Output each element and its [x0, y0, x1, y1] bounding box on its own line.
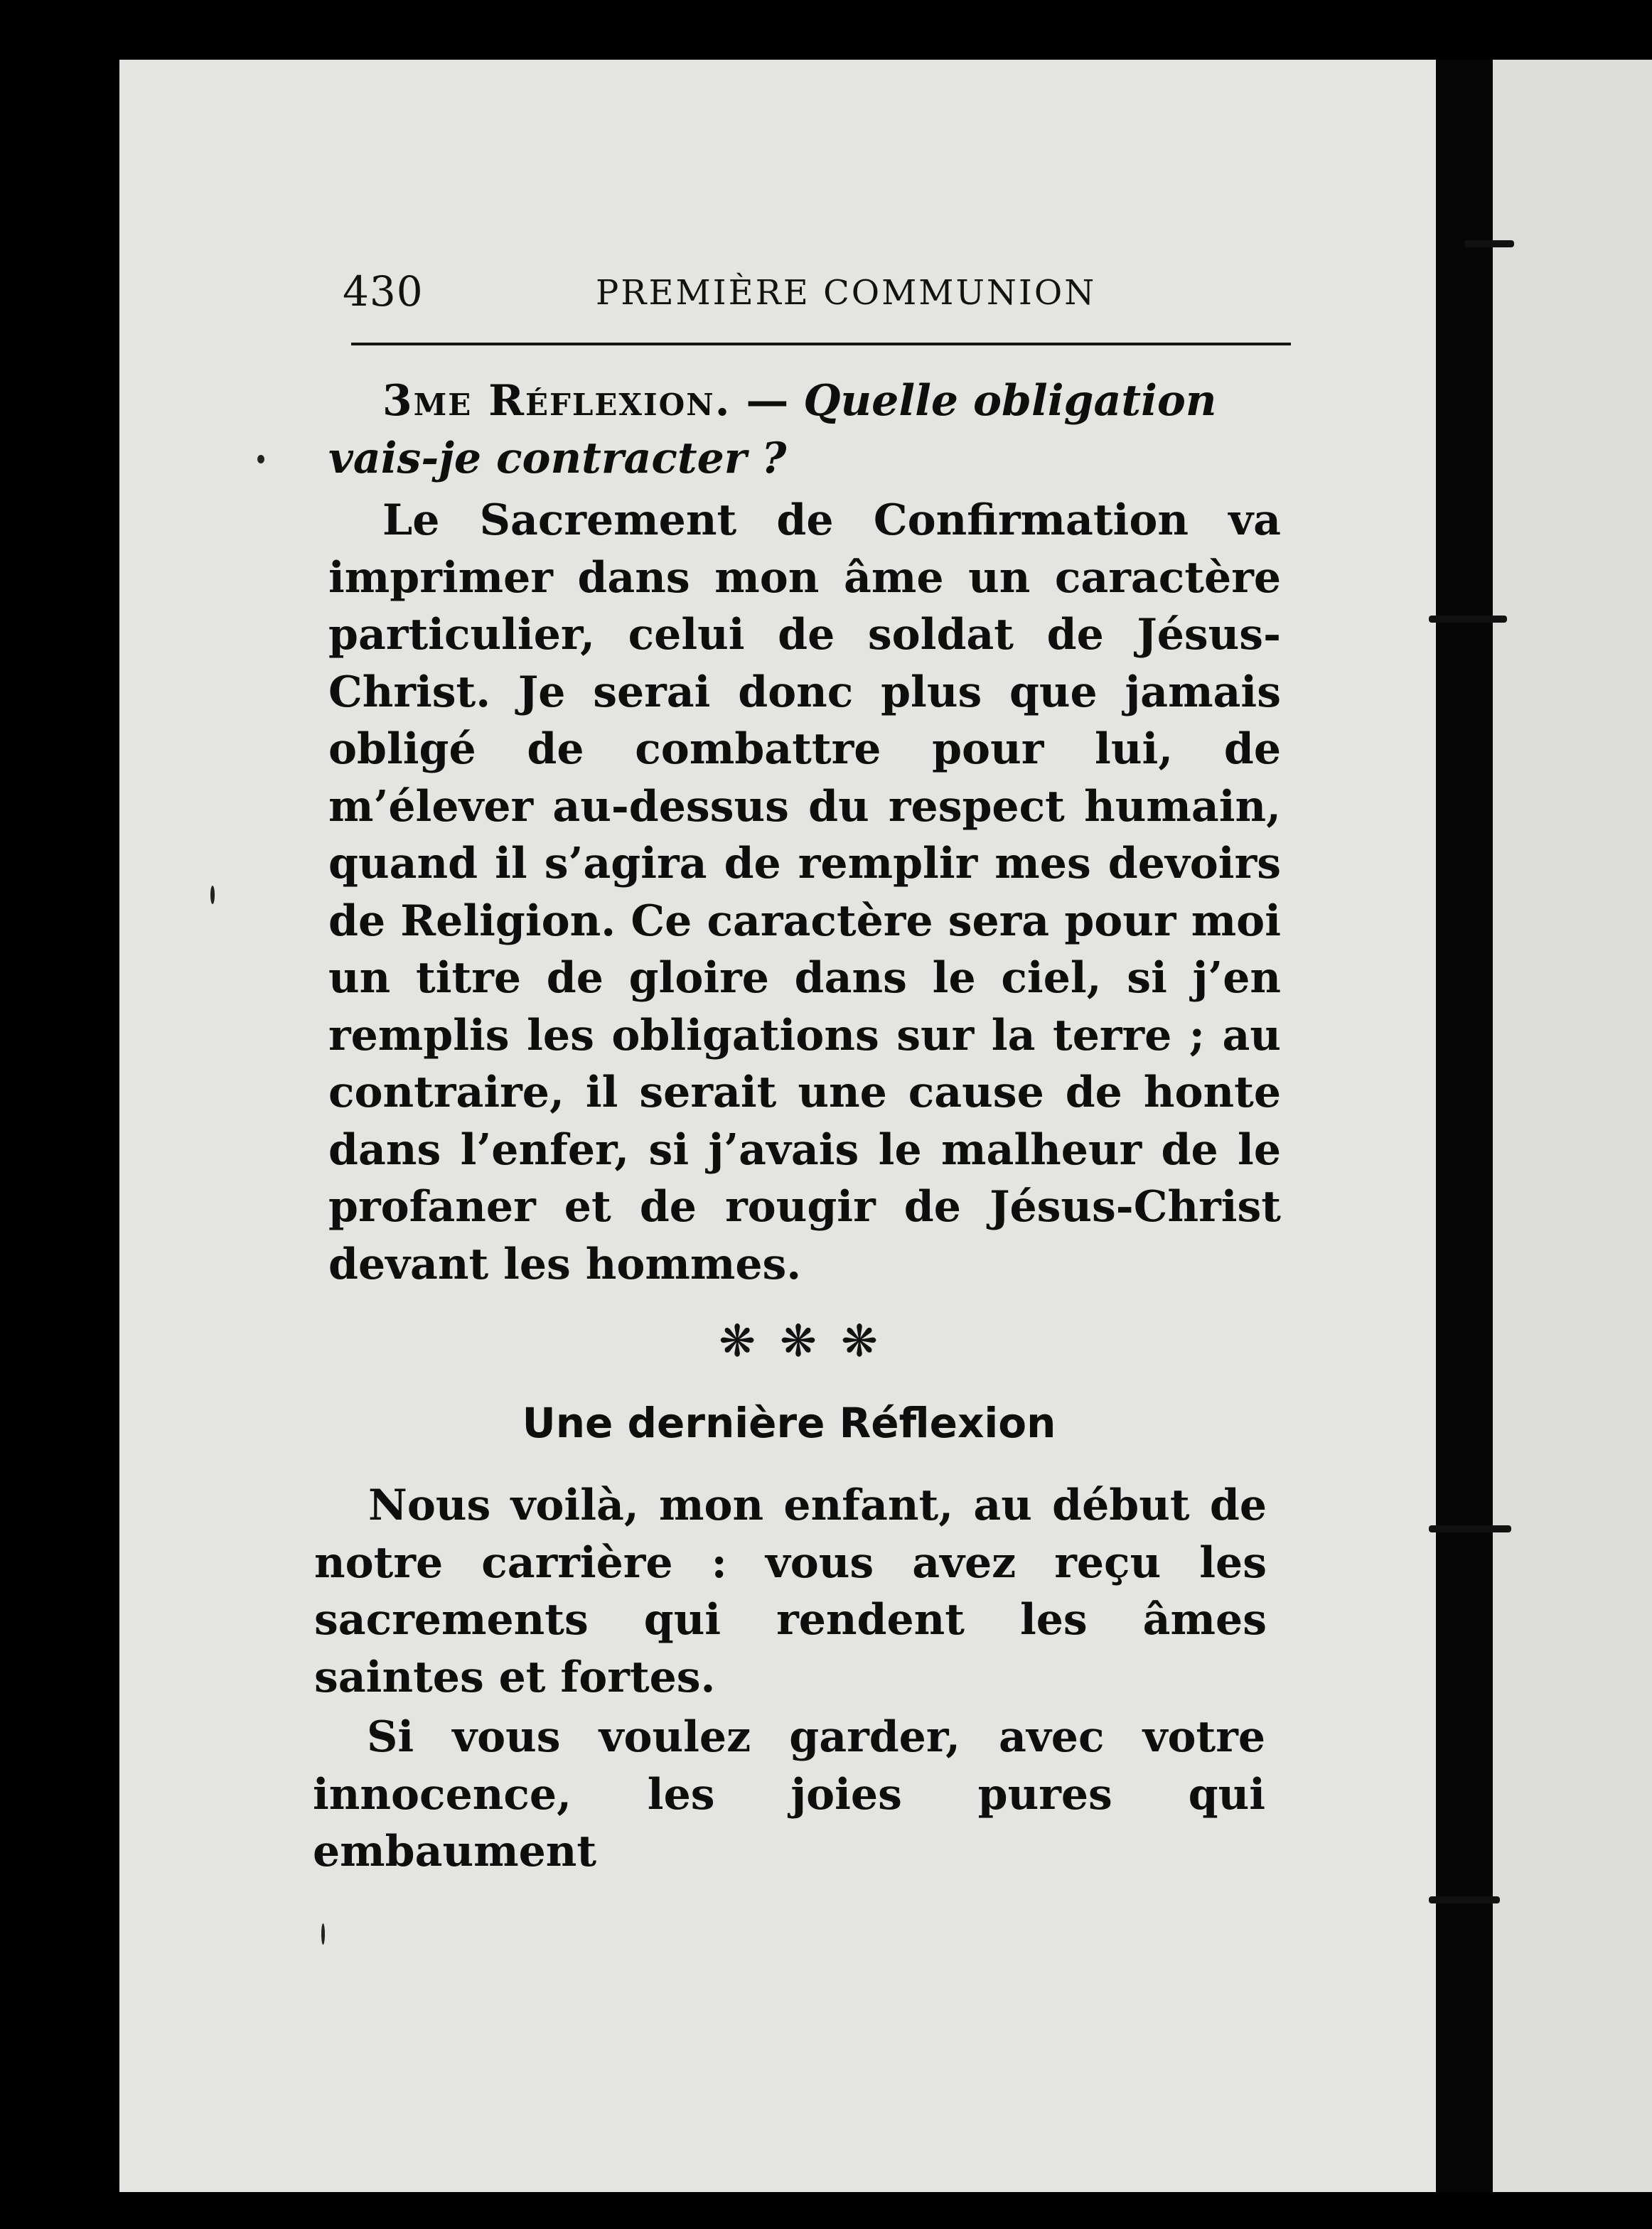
section-heading: Une dernière Réflexion	[522, 1399, 1056, 1447]
page-speck	[321, 1923, 325, 1945]
book-spine	[1436, 60, 1493, 2192]
page-number: 430	[343, 267, 424, 316]
paragraph-debut: Nous voilà, mon enfant, au début de notre carrière : vous avez reçu les sacrements qui rendent les âmes saintes et fortes.	[314, 1481, 1267, 1702]
header-rule	[351, 343, 1291, 345]
running-head: PREMIÈRE COMMUNION	[596, 273, 1097, 313]
binding-thread	[1429, 1525, 1511, 1532]
binding-thread	[1464, 240, 1514, 247]
paragraph-confirmation: Le Sacrement de Confirmation va imprimer dans mon âme un caractère particulier, celui de soldat de Jésus-Christ. Je serai donc plus que jamais obligé de combattre pour lui, de m’élever au-dessus du respect humain, quand il s’agira de remplir mes devoirs de Religion. Ce caractère sera pour moi un titre de gloire dans le ciel, si j’en remplis les obligations sur la terre ; au contraire, il serait une cause de honte dans l’enfer, si j’avais le malheur de le profaner et de rougir de Jésus-Christ devant les hommes.	[328, 495, 1281, 1289]
reflexion-dash: —	[731, 376, 804, 426]
binding-thread	[1429, 1896, 1500, 1903]
page-speck	[210, 886, 215, 904]
reflexion-heading	[328, 372, 1281, 487]
section-ornament: ❋❋❋	[719, 1315, 902, 1367]
reflexion-title-line1: Quelle obligation	[803, 376, 1217, 426]
reflexion-title-line2: vais-je contracter ?	[328, 433, 787, 483]
binding-thread	[1429, 616, 1507, 623]
adjacent-page-edge	[1493, 60, 1652, 2192]
page-header	[343, 263, 1295, 320]
reflexion-label: 3me Réflexion.	[382, 376, 731, 426]
paragraph-innocence: Si vous voulez garder, avec votre innocence, les joies pures qui embaument	[313, 1712, 1265, 1876]
page-speck	[257, 455, 264, 463]
